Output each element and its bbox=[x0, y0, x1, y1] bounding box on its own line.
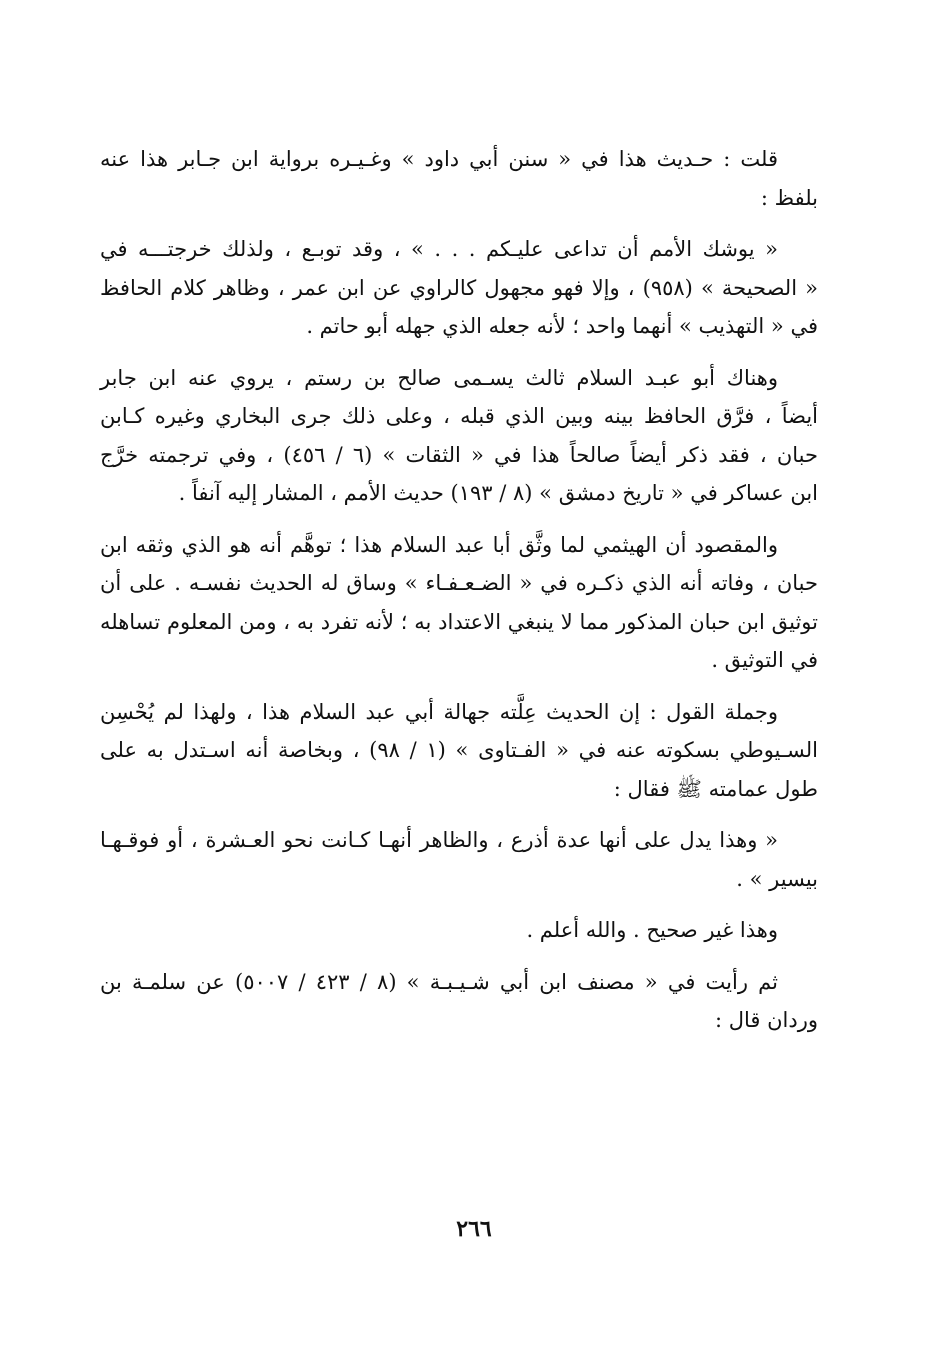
text-line: بلفظ : bbox=[760, 185, 818, 210]
text-line: في التوثيق . bbox=[711, 648, 818, 672]
text-line: والمقصود أن الهيثمي لما وثَّق أبا عبد السلام هذا ؛ توهَّم أنه هو الذي وثقه ابن bbox=[100, 532, 778, 557]
text-line: في « التهذيب » أنهما واحد ؛ لأنه جعله الذي جهله أبو حاتم . bbox=[306, 314, 818, 338]
text-line: قلت : حـديث هذا في « سنن أبي داود » وغـيـره برواية ابن جـابر هذا عنه bbox=[100, 147, 778, 171]
paragraph-5 bbox=[100, 693, 818, 809]
paragraph-7 bbox=[100, 911, 818, 950]
text-line: « وهذا يدل على أنها عدة أذرع ، والظاهر أنهـا كـانت نحو العـشرة ، أو فوقـهـا bbox=[100, 828, 778, 852]
paragraph-2 bbox=[100, 230, 818, 346]
text-line: « الصحيحة » (٩٥٨) ، وإلا فهو مجهول كالراوي عن ابن عمر ، وظاهر كلام الحافظ bbox=[100, 275, 818, 300]
text-line: حبان ، وفاته أنه الذي ذكـره في « الضـعـفـاء » وساق له الحديث نفسـه . على أن bbox=[100, 571, 818, 595]
text-line: طول عمامته ﷺ فقال : bbox=[613, 776, 818, 801]
text-line: وهناك أبو عبـد السلام ثالث يسـمى صالح بن رستم ، يروي عنه ابن جابر bbox=[100, 365, 778, 390]
text-line: « يوشك الأمم أن تداعى عليـكم . . . » ، وقد توبـع ، ولذلك خرجتـــه في bbox=[100, 237, 778, 261]
text-line: وجملة القول : إن الحديث عِلَّته جهالة أبي عبد السلام هذا ، ولهذا لم يُحْسِن bbox=[100, 699, 778, 724]
text-line: توثيق ابن حبان المذكور مما لا ينبغي الاعتداد به ؛ لأنه تفرد به ، ومن المعلوم تساهله bbox=[100, 609, 818, 634]
text-line: بيسير » . bbox=[736, 866, 818, 891]
text-line: وهذا غير صحيح . والله أعلم . bbox=[526, 918, 778, 942]
text-line: حبان ، فقد ذكر أيضاً صالحاً هذا في « الثقات » (٦ / ٤٥٦) ، وفي ترجمته خرَّج bbox=[100, 442, 818, 467]
paragraph-1 bbox=[100, 140, 818, 217]
page-body bbox=[100, 140, 818, 1053]
quotation-paragraph bbox=[100, 821, 818, 898]
text-line: أيضاً ، فرَّق الحافظ بينه وبين الذي قبله ، وعلى ذلك جرى البخاري وغيره كـابن bbox=[100, 404, 818, 428]
text-line: السـيوطي بسكوته عنه في « الفـتاوى » (١ / ٩٨) ، وبخاصة أنه اسـتدل به على bbox=[100, 738, 818, 762]
text-line: ابن عساكر في « تاريخ دمشق » (٨ / ١٩٣) حديث الأمم ، المشار إليه آنفاً . bbox=[178, 481, 818, 505]
page-number: ٢٦٦ bbox=[456, 1216, 492, 1242]
paragraph-4 bbox=[100, 526, 818, 680]
paragraph-8 bbox=[100, 963, 818, 1040]
text-line: ثم رأيت في « مصنف ابن أبي شـيـبـة » (٨ / ٤٢٣ / ٥٠٠٧) عن سلمـة بن bbox=[100, 969, 778, 994]
paragraph-3 bbox=[100, 359, 818, 513]
text-line: وردان قال : bbox=[714, 1008, 818, 1032]
